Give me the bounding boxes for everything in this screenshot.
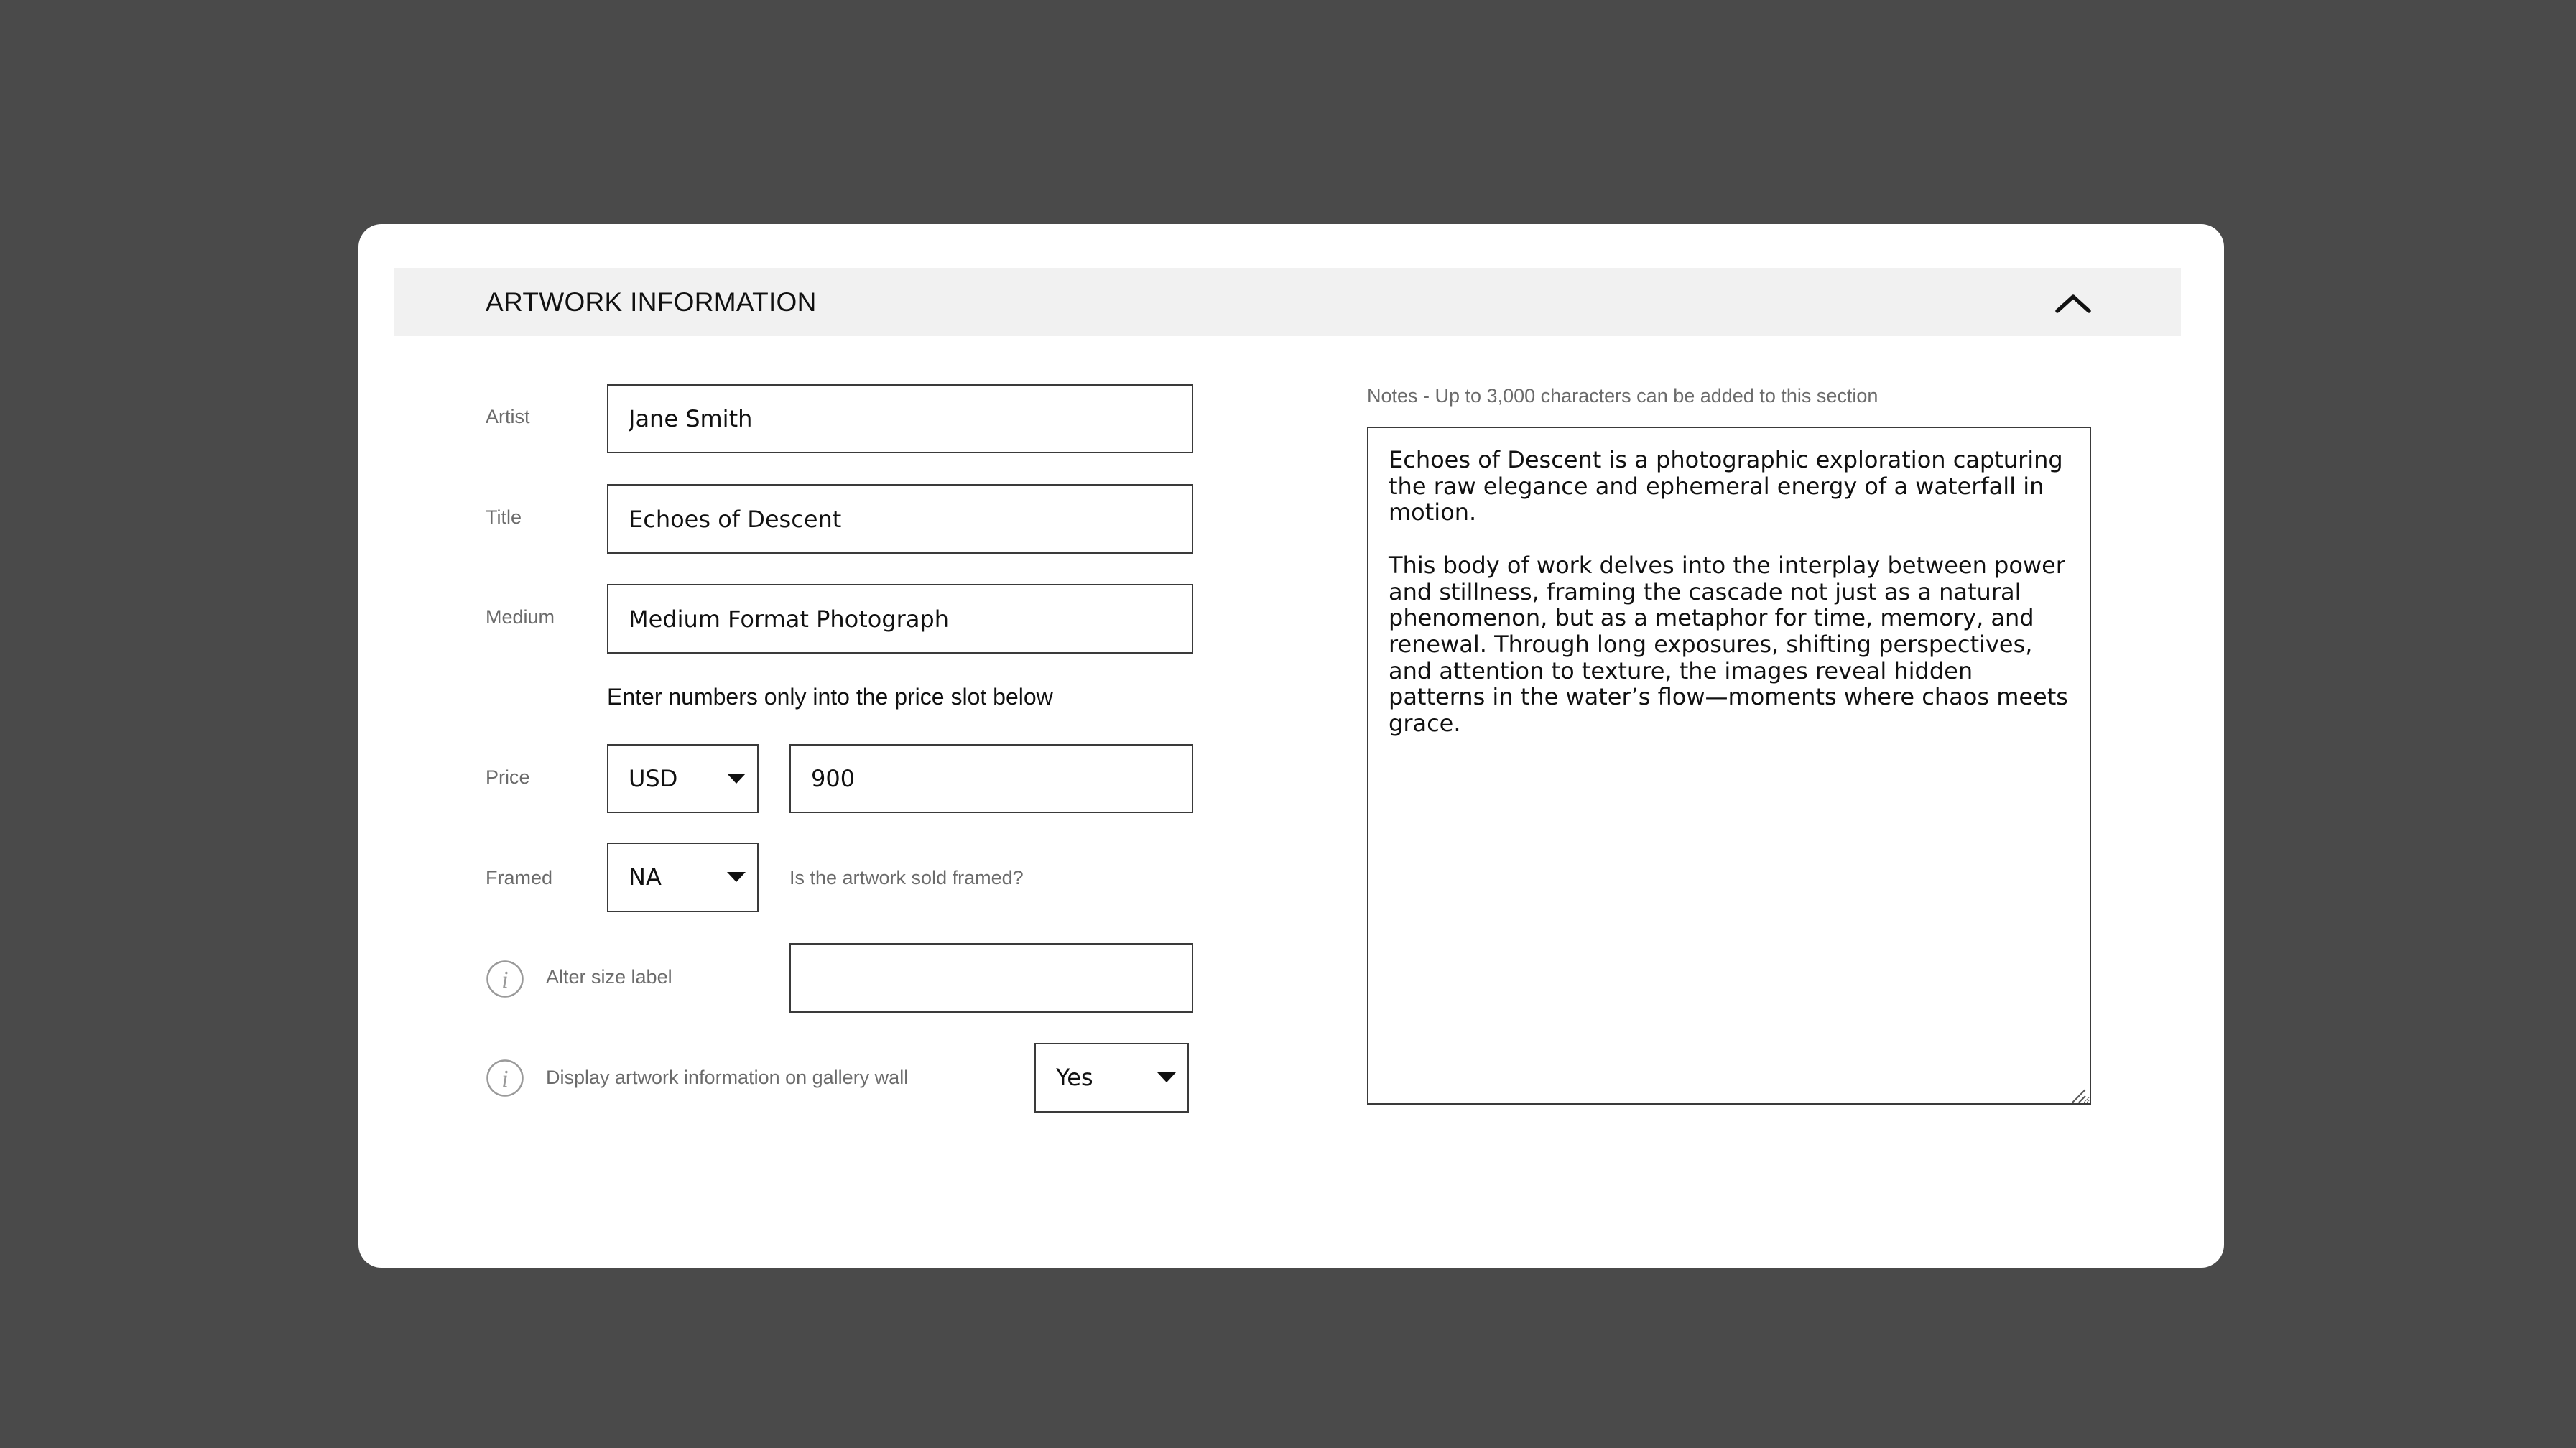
price-label: Price (486, 766, 530, 788)
info-icon[interactable] (486, 960, 524, 998)
medium-label: Medium (486, 606, 555, 628)
artist-input[interactable] (607, 384, 1193, 453)
chevron-down-icon (727, 774, 746, 784)
price-input[interactable] (789, 744, 1193, 813)
artist-label: Artist (486, 406, 530, 427)
resize-grip-icon[interactable] (2070, 1083, 2087, 1100)
notes-textarea[interactable] (1367, 427, 2091, 1105)
section-title: ARTWORK INFORMATION (486, 287, 817, 317)
notes-paragraph-1: Echoes of Descent is a photographic exploration capturing the raw elegance and ephemeral energy of a waterfall in motion. (1389, 446, 2063, 526)
display-info-select[interactable] (1034, 1043, 1189, 1113)
title-label: Title (486, 506, 522, 528)
title-input[interactable] (607, 484, 1193, 554)
price-hint: Enter numbers only into the price slot below (607, 684, 1053, 710)
alter-size-label: Alter size label (546, 966, 672, 988)
currency-select[interactable] (607, 744, 759, 813)
section-header[interactable] (394, 268, 2181, 336)
notes-paragraph-2: This body of work delves into the interplay between power and stillness, framing the cascade not just as a natural phenomenon, but as a metaphor for time, memory, and renewal. Through long exposures, shifting perspectives, and attention to texture, the images reveal hidden patterns in the water’s flow—moments where chaos meets grace. (1389, 551, 2068, 738)
svg-text:i: i (501, 1066, 509, 1092)
notes-label: Notes - Up to 3,000 characters can be added to this section (1367, 385, 1878, 407)
currency-value: USD (629, 765, 678, 792)
display-info-value: Yes (1056, 1064, 1093, 1091)
framed-value: NA (629, 863, 662, 891)
framed-label: Framed (486, 867, 553, 888)
chevron-down-icon (727, 872, 746, 882)
svg-text:i: i (501, 967, 509, 993)
info-icon[interactable] (486, 1059, 524, 1097)
chevron-down-icon (1157, 1072, 1176, 1082)
alter-size-input[interactable] (789, 943, 1193, 1013)
chevron-up-icon[interactable] (2054, 284, 2092, 321)
medium-input[interactable] (607, 584, 1193, 654)
framed-select[interactable] (607, 843, 759, 912)
framed-hint: Is the artwork sold framed? (789, 867, 1024, 888)
display-info-label: Display artwork information on gallery wall (546, 1067, 909, 1088)
artwork-info-card (358, 224, 2224, 1268)
